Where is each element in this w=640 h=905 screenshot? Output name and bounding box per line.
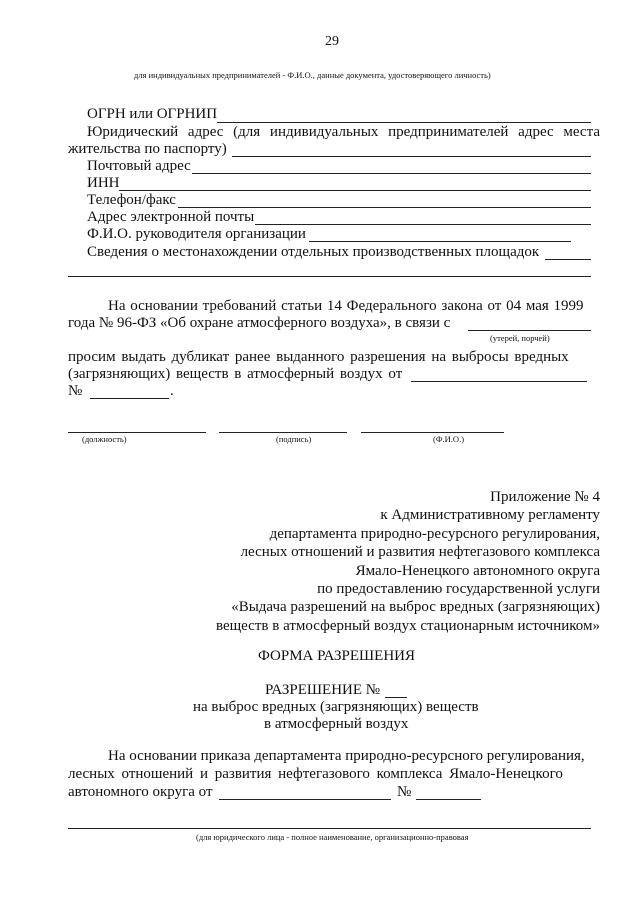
phone-fax-label: Телефон/факс [87,192,176,208]
appendix-line: Приложение № 4 [490,489,600,505]
order-number-sign: № [397,784,412,800]
request-line-3: просим выдать дубликат ранее выданного разрешения на выбросы вредных [68,349,569,365]
request-line-2: года № 96-ФЗ «Об охране атмосферного воздуха», в связи с [68,315,451,331]
appendix-line: департамента природно-ресурсного регулирования, [269,525,600,542]
permit-title: РАЗРЕШЕНИЕ № [265,682,381,698]
form-title: ФОРМА РАЗРЕШЕНИЯ [258,648,415,664]
ogrn-label: ОГРН или ОГРНИП [87,106,218,122]
number-sign: № [68,383,83,399]
head-name-line[interactable] [309,241,571,242]
footer-note: (для юридического лица - полное наименование, организационно-правовая [196,832,469,842]
fio-line[interactable] [361,432,504,433]
email-line[interactable] [255,224,591,225]
sites-label: Сведения о местонахождении отдельных производственных площадок [87,244,540,260]
inn-line[interactable] [119,190,591,191]
appendix-block [216,488,600,635]
reason-line[interactable] [468,330,591,331]
permit-number-line[interactable] [385,697,407,698]
appendix-line: «Выдача разрешений на выброс вредных (загрязняющих) [231,599,600,616]
sites-line-b[interactable] [68,276,591,277]
inn-label: ИНН [87,175,120,191]
position-caption: (должность) [82,434,127,444]
postal-address-label: Почтовый адрес [87,158,191,174]
appendix-line: к Административному регламенту [380,507,600,524]
position-line[interactable] [68,432,206,433]
prev-permit-number-line[interactable] [90,398,169,399]
basis-line-2: лесных отношений и развития нефтегазового комплекса Ямало-Ненецкого [68,766,563,782]
appendix-line: по предоставлению государственной услуги [317,581,600,598]
request-period: . [170,383,174,399]
signature-caption: (подпись) [276,434,312,444]
order-number-line[interactable] [416,799,481,800]
phone-fax-line[interactable] [178,207,591,208]
appendix-line: веществ в атмосферный воздух стационарным источником» [215,617,600,634]
request-line-1: На основании требований статьи 14 Федерального закона от 04 мая 1999 [108,298,584,314]
fio-caption: (Ф.И.О.) [433,434,465,444]
reason-hint: (утерей, порчей) [490,333,550,343]
permit-subtitle-1: на выброс вредных (загрязняющих) веществ [193,699,479,715]
sites-line-a[interactable] [545,259,591,260]
page-number: 29 [325,34,339,49]
postal-address-line[interactable] [192,173,591,174]
legal-address-line[interactable] [232,156,591,157]
request-line-4: (загрязняющих) веществ в атмосферный воздух от [68,366,403,382]
ogrn-line[interactable] [217,122,591,123]
permit-subtitle-2: в атмосферный воздух [264,716,409,732]
signature-line[interactable] [219,432,347,433]
appendix-line: лесных отношений и развития нефтегазового комплекса [240,544,600,561]
organization-name-line[interactable] [68,828,591,829]
head-name-label: Ф.И.О. руководителя организации [87,226,306,242]
order-date-line[interactable] [219,799,391,800]
legal-address-label-2: жительства по паспорту) [68,141,227,157]
appendix-line: Ямало-Ненецкого автономного округа [355,562,600,579]
email-label: Адрес электронной почты [87,209,255,225]
basis-line-3: автономного округа от [68,784,213,800]
legal-address-label-1: Юридический адрес (для индивидуальных предпринимателей адрес места [87,124,600,140]
prev-permit-date-line[interactable] [411,381,587,382]
basis-line-1: На основании приказа департамента природно-ресурсного регулирования, [108,748,585,764]
header-note: для индивидуальных предпринимателей - Ф.И.О., данные документа, удостоверяющего личность) [134,70,491,80]
